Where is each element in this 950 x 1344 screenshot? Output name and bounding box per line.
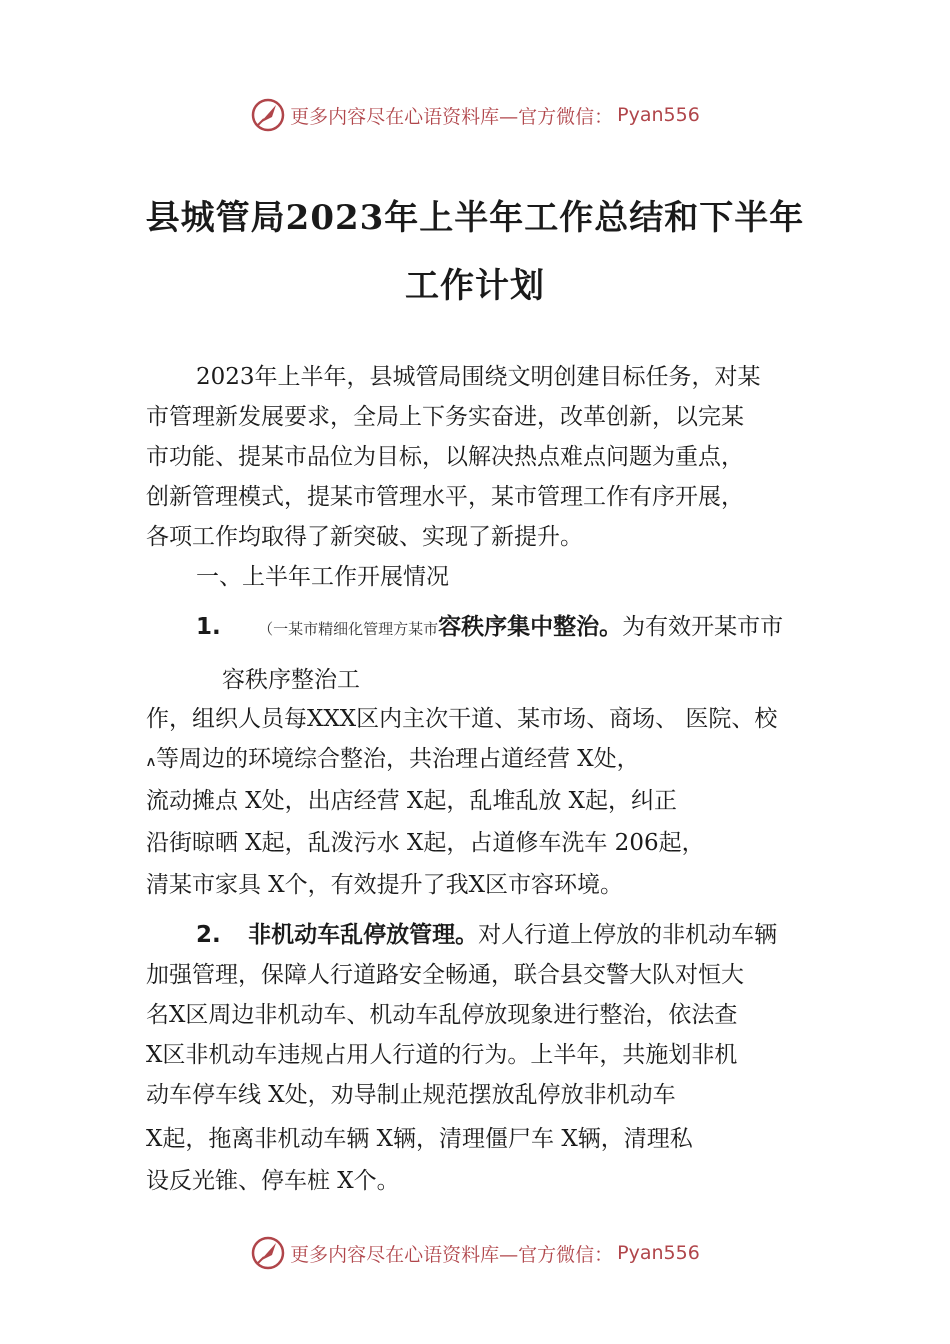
intro-line: 市管理新发展要求，全局上下务实奋进，改革创新，以完某 bbox=[146, 404, 744, 430]
intro-line: 各项工作均取得了新突破、实现了新提升。 bbox=[146, 524, 583, 550]
header-banner bbox=[0, 95, 950, 135]
item1-head: 容秩序集中整治。 bbox=[438, 614, 623, 640]
item2-line: X起，拖离非机动车辆 X辆，清理僵尸车 X辆，清理私 bbox=[146, 1126, 693, 1152]
doc-title-line1: 县城管局2023年上半年工作总结和下半年 bbox=[145, 198, 805, 238]
item2-line: 设反光锥、停车桩 X个。 bbox=[146, 1168, 400, 1194]
item1-small: （一某市精细化管理方某市 bbox=[258, 620, 439, 638]
item1-line: 清某市家具 X个，有效提升了我X区市容环境。 bbox=[146, 872, 624, 898]
intro-line: 创新管理模式，提某市管理水平，某市管理工作有序开展， bbox=[146, 484, 744, 510]
quill-logo-icon bbox=[250, 97, 286, 133]
item1-line: ៱等周边的环境综合整治，共治理占道经营 X处， bbox=[146, 746, 640, 772]
item2-line: 名X区周边非机动车、机动车乱停放现象进行整治，依法查 bbox=[146, 1002, 738, 1028]
section-heading: 一、上半年工作开展情况 bbox=[196, 564, 449, 590]
intro-line: 2023年上半年，县城管局围绕文明创建目标任务，对某 bbox=[196, 364, 761, 390]
banner-text: 更多内容尽在心语资料库—官方微信： bbox=[290, 1243, 614, 1266]
item1-line: 沿街晾晒 X起，乱泼污水 X起，占道修车洗车 206起， bbox=[146, 830, 705, 856]
doc-title-line2: 工作计划 bbox=[405, 266, 545, 306]
quill-logo-icon bbox=[250, 1235, 286, 1271]
item2-number: 2. bbox=[196, 922, 221, 948]
banner-wechat: Pyan556 bbox=[617, 104, 700, 126]
item1-line: 流动摊点 X处，出店经营 X起，乱堆乱放 X起，纠正 bbox=[146, 788, 678, 814]
item1-line: 作，组织人员每XXX区内主次干道、某市场、商场、 医院、校 bbox=[146, 706, 778, 732]
item1-rest: 为有效开某市市 bbox=[622, 614, 784, 640]
item2-head: 非机动车乱停放管理。 bbox=[248, 922, 479, 948]
item2-line: 动车停车线 X处，劝导制止规范摆放乱停放非机动车 bbox=[146, 1082, 676, 1108]
item2-line: X区非机动车违规占用人行道的行为。上半年，共施划非机 bbox=[146, 1042, 738, 1068]
item1-number: 1. bbox=[196, 614, 221, 640]
item2-line: 加强管理，保障人行道路安全畅通，联合县交警大队对恒大 bbox=[146, 962, 744, 988]
intro-line: 市功能、提某市品位为目标，以解决热点难点问题为重点， bbox=[146, 444, 744, 470]
item2-heading bbox=[196, 920, 777, 950]
banner-text: 更多内容尽在心语资料库—官方微信： bbox=[290, 105, 614, 128]
item1-cont: 容秩序整治工 bbox=[222, 667, 360, 693]
footer-banner bbox=[0, 1233, 950, 1273]
item1-heading bbox=[196, 612, 783, 644]
item2-rest: 对人行道上停放的非机动车辆 bbox=[478, 922, 778, 948]
banner-wechat: Pyan556 bbox=[617, 1242, 700, 1264]
